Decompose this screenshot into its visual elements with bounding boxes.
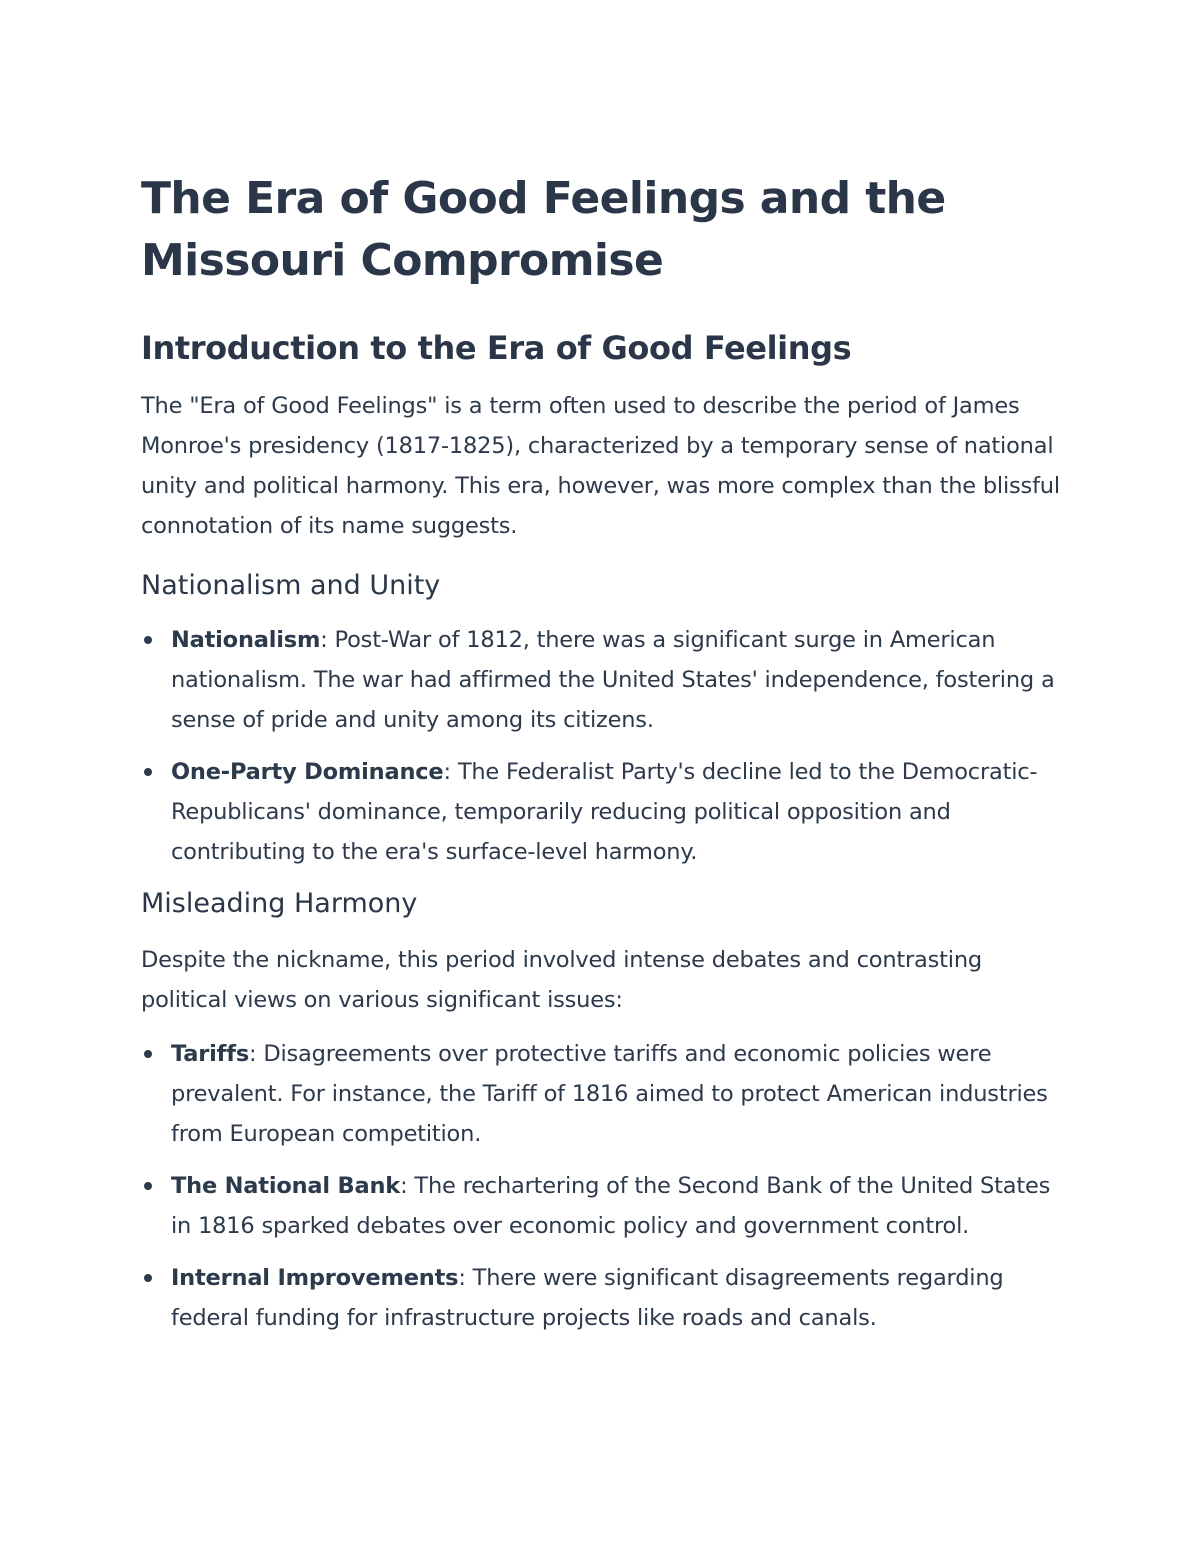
list-item-term: Nationalism [171, 627, 321, 653]
misleading-list [141, 1034, 1066, 1338]
list-item-term: One-Party Dominance [171, 759, 444, 785]
misleading-paragraph: Despite the nickname, this period involved intense debates and contrasting political views on various significant issues: [141, 947, 982, 1013]
intro-paragraph: The "Era of Good Feelings" is a term often used to describe the period of James Monroe's presidency (1817-1825), characterized by a temporary sense of national unity and political harmony. This era, however, was more complex than the blissful connotation of its name suggests. [141, 393, 1060, 539]
list-item-term: Internal Improvements [171, 1265, 459, 1291]
list-item-text: : There were significant disagreements regarding federal funding for infrastructure projects like roads and canals. [171, 1265, 1004, 1331]
list-item-text: : Disagreements over protective tariffs and economic policies were prevalent. For instance, the Tariff of 1816 aimed to protect American industries from European competition. [171, 1041, 1048, 1147]
list-item-text: : The Federalist Party's decline led to the Democratic-Republicans' dominance, temporarily reducing political opposition and contributing to the era's surface-level harmony. [171, 759, 1038, 865]
list-item-text: : Post-War of 1812, there was a significant surge in American nationalism. The war had affirmed the United States' independence, fostering a sense of pride and unity among its citizens. [171, 627, 1055, 733]
document-page [141, 168, 1066, 1350]
nationalism-list [141, 620, 1066, 872]
bullet-icon [144, 1274, 152, 1282]
bullet-icon [144, 1050, 152, 1058]
list-item-term: Tariffs [171, 1041, 250, 1067]
list-item [141, 1258, 1066, 1338]
document-title: The Era of Good Feelings and the Missouri Compromise [141, 173, 946, 286]
list-item-text: : The rechartering of the Second Bank of the United States in 1816 sparked debates over economic policy and government control. [171, 1173, 1051, 1239]
bullet-icon [144, 636, 152, 644]
intro-heading: Introduction to the Era of Good Feelings [141, 329, 852, 367]
list-item [141, 752, 1066, 872]
misleading-heading: Misleading Harmony [141, 888, 418, 919]
list-item [141, 1034, 1066, 1154]
list-item-term: The National Bank [171, 1173, 401, 1199]
list-item [141, 1166, 1066, 1246]
bullet-icon [144, 1182, 152, 1190]
nationalism-heading: Nationalism and Unity [141, 570, 441, 601]
bullet-icon [144, 768, 152, 776]
list-item [141, 620, 1066, 740]
